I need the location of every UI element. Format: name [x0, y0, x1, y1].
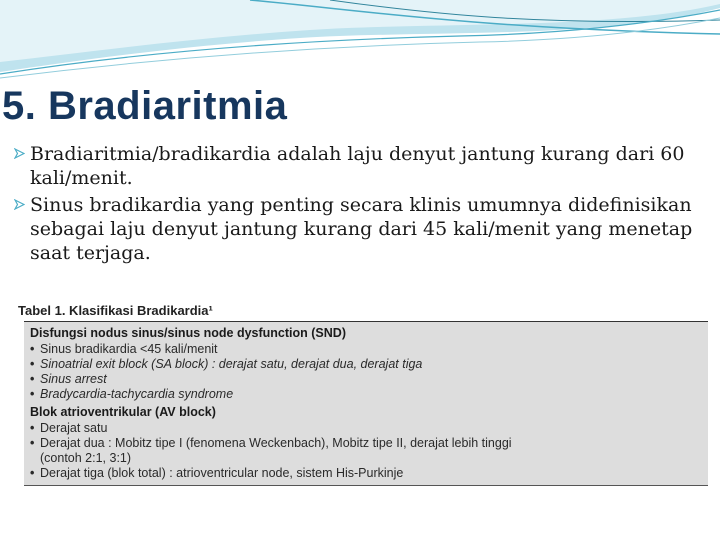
table-row: • Sinus bradikardia <45 kali/menit: [30, 342, 218, 356]
table-body: [24, 321, 708, 486]
table-row: • Derajat dua : Mobitz tipe I (fenomena Weckenbach), Mobitz tipe II, derajat lebih tinggi: [30, 436, 512, 450]
bullet-list: [14, 142, 714, 268]
table-row: • Bradycardia-tachycardia syndrome: [30, 387, 234, 401]
table-section-header: Disfungsi nodus sinus/sinus node dysfunction (SND): [30, 326, 346, 340]
bullet-item: [14, 142, 714, 190]
table-row: • Sinus arrest: [30, 372, 107, 386]
table-row: • Sinoatrial exit block (SA block) : derajat satu, derajat dua, derajat tiga: [30, 357, 423, 371]
bullet-text: Sinus bradikardia yang penting secara klinis umumnya didefinisikan sebagai laju denyut jantung kurang dari 45 kali/menit yang menetap saat terjaga.: [30, 194, 693, 264]
bullet-text: Bradiaritmia/bradikardia adalah laju denyut jantung kurang dari 60 kali/menit.: [30, 143, 685, 189]
table-row: (contoh 2:1, 3:1): [40, 451, 132, 465]
hollow-arrow-bullet-icon: [14, 199, 25, 210]
table-bottom-rule: [24, 485, 708, 486]
bullet-item: [14, 193, 714, 265]
table-row: • Derajat satu: [30, 421, 108, 435]
slide-title: 5. Bradiaritmia: [2, 84, 288, 128]
table-caption: Tabel 1. Klasifikasi Bradikardia¹: [18, 303, 213, 318]
table-section-header: Blok atrioventrikular (AV block): [30, 405, 216, 419]
hollow-arrow-bullet-icon: [14, 148, 25, 159]
classification-table-image: [16, 297, 716, 487]
table-row: • Derajat tiga (blok total) : atrioventricular node, sistem His-Purkinje: [30, 466, 404, 480]
wave-header-decoration: [0, 0, 720, 80]
